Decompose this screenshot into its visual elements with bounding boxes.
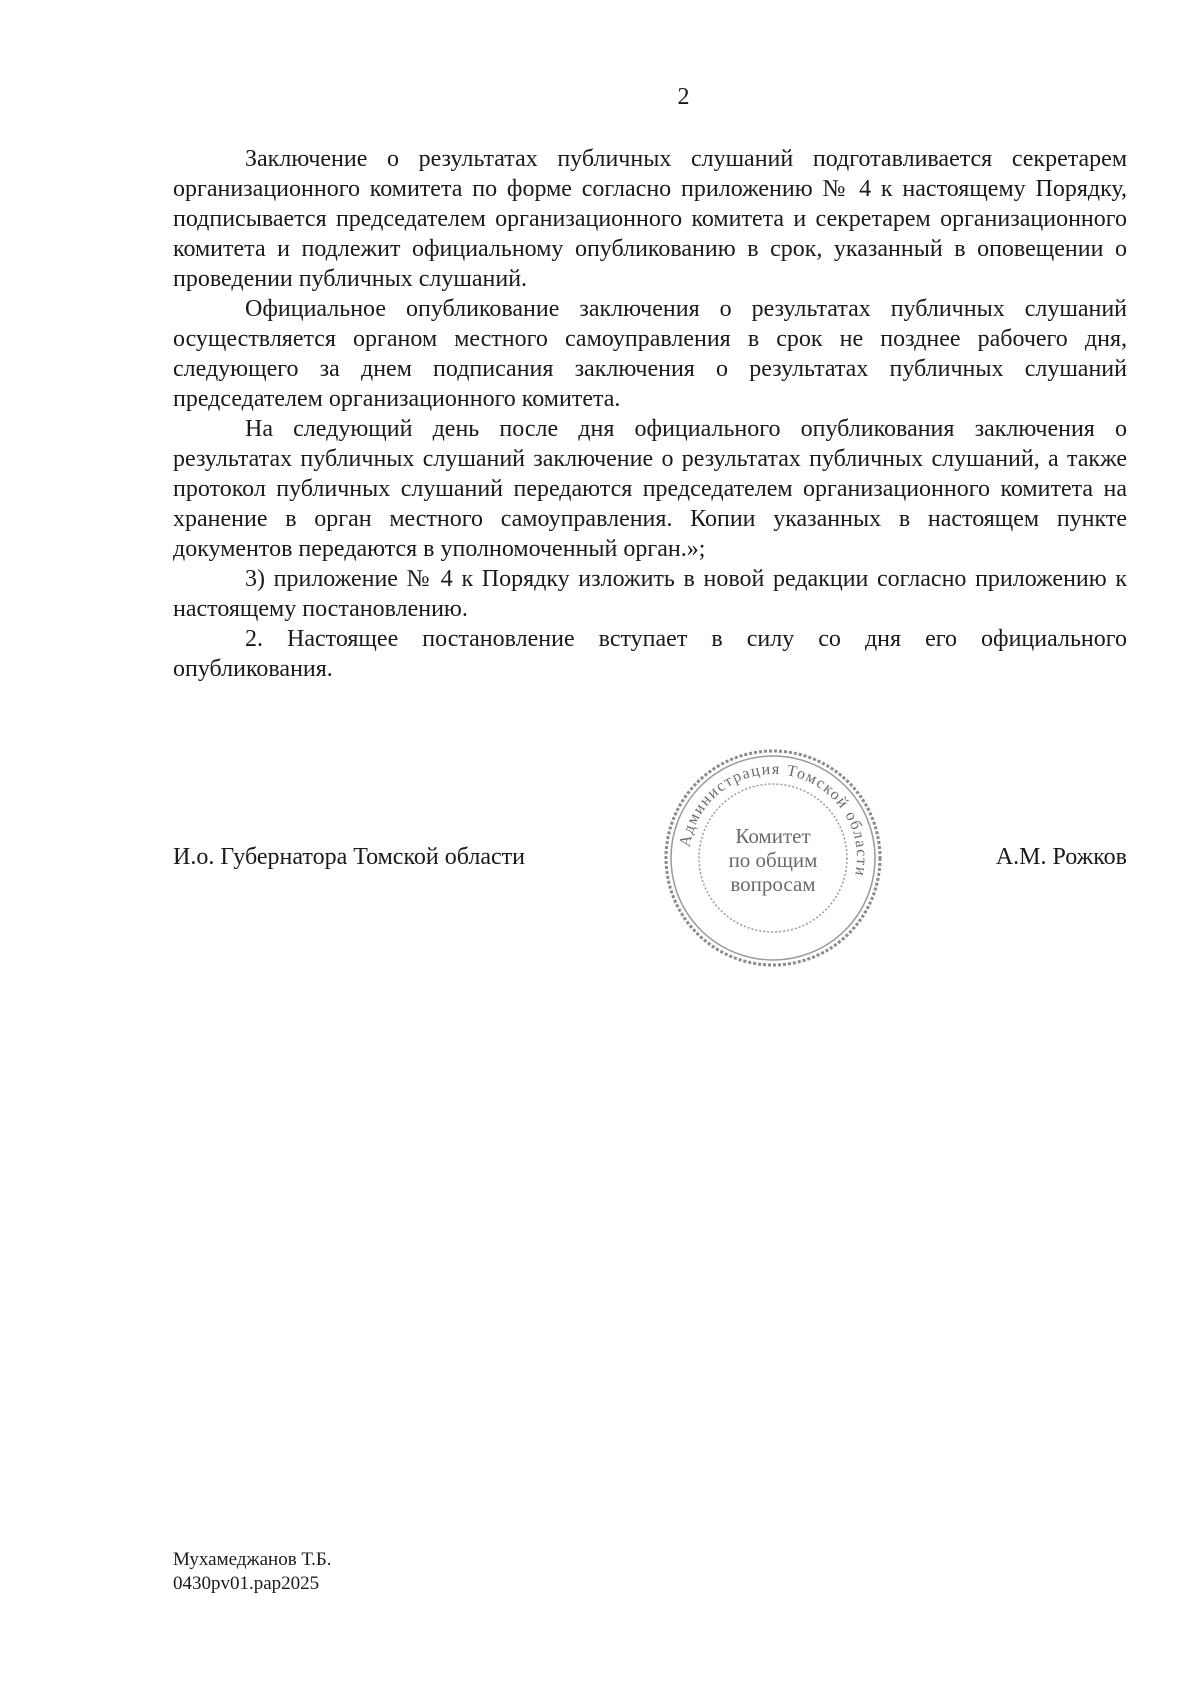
page-number: 2	[677, 84, 690, 110]
file-code: 0430pv01.pap2025	[173, 1573, 320, 1594]
stamp-line-3: вопросам	[730, 872, 816, 896]
signatory-name: А.М. Рожков	[995, 844, 1127, 870]
stamp-ring-text: Администрация Томской области	[676, 760, 871, 879]
paragraph-entry-into-force: 2. Настоящее постановление вступает в силу со дня его официального опубликования.	[173, 626, 1127, 682]
signatory-position: И.о. Губернатора Томской области	[173, 844, 525, 870]
document-body	[173, 144, 1127, 684]
paragraph-document-transfer: На следующий день после дня официального опубликования заключения о результатах публичных слушаний заключение о результатах публичных слушаний, а также протокол публичных слушаний передаются председателем организационного комитета на хранение в орган местного самоуправления. Копии указанных в настоящем пункте документов передаются в уполномоченный орган.»;	[173, 416, 1127, 562]
stamp-line-1: Комитет	[735, 824, 811, 848]
official-stamp	[660, 745, 886, 971]
footer	[173, 1548, 332, 1596]
paragraph-official-publication: Официальное опубликование заключения о результатах публичных слушаний осуществляется органом местного самоуправления в срок не позднее рабочего дня, следующего за днем подписания заключения о результатах публичных слушаний председателем организационного комитета.	[173, 296, 1127, 412]
stamp-line-2: по общим	[728, 848, 818, 872]
paragraph-conclusion-preparation: Заключение о результатах публичных слушаний подготавливается секретарем организационного комитета по форме согласно приложению № 4 к настоящему Порядку, подписывается председателем организационного комитета и секретарем организационного комитета и подлежит официальному опубликованию в срок, указанный в оповещении о проведении публичных слушаний.	[173, 146, 1127, 292]
executor-name: Мухамеджанов Т.Б.	[173, 1549, 332, 1570]
paragraph-appendix-amendment: 3) приложение № 4 к Порядку изложить в новой редакции согласно приложению к настоящему постановлению.	[173, 566, 1127, 622]
